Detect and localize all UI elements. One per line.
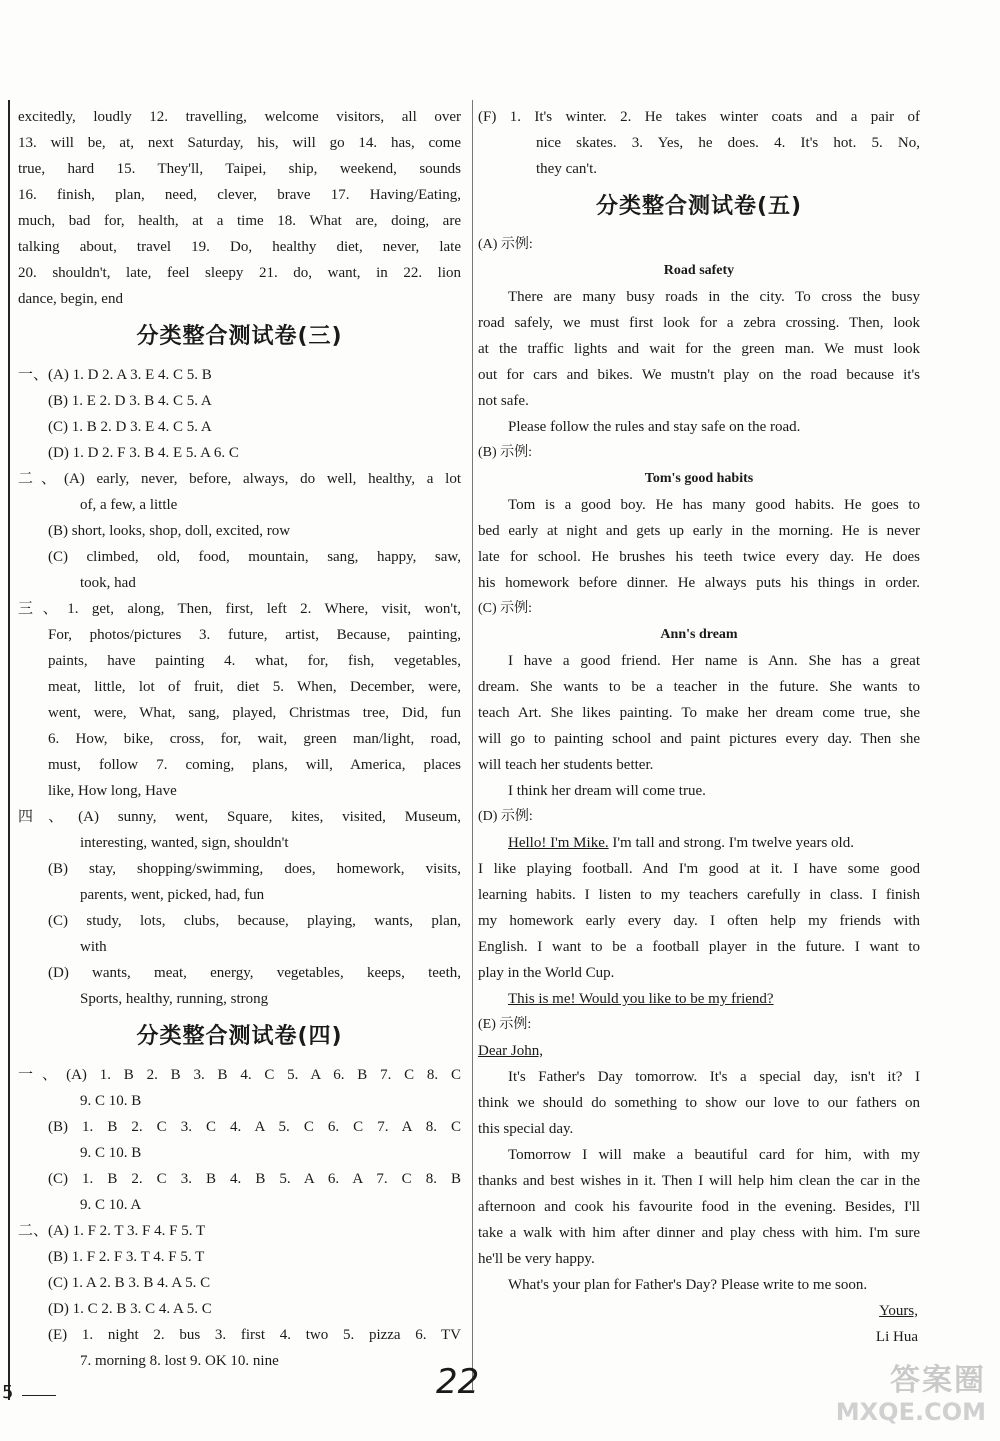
answer-line: meat, little, lot of fruit, diet 5. When, December, were, (48, 679, 461, 695)
essay-line: I have a good friend. Her name is Ann. She has a great (508, 653, 920, 669)
answer-line: 9. C 10. A (80, 1197, 142, 1213)
answer-line: must, follow 7. coming, plans, will, America, places (48, 757, 461, 773)
margin-rule (8, 100, 10, 1400)
letter-line: take a walk with him after dinner and play chess with him. I'm sure (478, 1225, 920, 1241)
answer-line: excitedly, loudly 12. travelling, welcome visitors, all over (18, 109, 461, 125)
essay-line: not safe. (478, 393, 529, 409)
answer-line: (C) climbed, old, food, mountain, sang, happy, saw, (48, 549, 461, 565)
essay-line: I think her dream will come true. (508, 783, 706, 799)
letter-line: It's Father's Day tomorrow. It's a special day, isn't it? I (508, 1069, 920, 1085)
sample-label: (B) 示例: (478, 445, 533, 460)
essay-line (478, 830, 920, 856)
essay-line (478, 986, 920, 1012)
answer-line: much, bad for, health, at a time 18. What are, doing, are (18, 213, 461, 229)
letter-line: What's your plan for Father's Day? Please write to me soon. (508, 1277, 868, 1293)
closing-text: Yours, (879, 1303, 918, 1319)
sample-label: (A) 示例: (478, 237, 533, 252)
letter-line: this special day. (478, 1121, 574, 1137)
answer-line: 一、(A) 1. D 2. A 3. E 4. C 5. B (18, 367, 212, 383)
letter-signature: Li Hua (875, 1329, 918, 1345)
letter-closing (478, 1298, 920, 1324)
answer-line: (B) stay, shopping/swimming, does, homework, visits, (48, 861, 461, 877)
answer-line: (F) 1. It's winter. 2. He takes winter coats and a pair of (478, 109, 920, 125)
watermark-url: MXQE.COM (835, 1398, 986, 1426)
answer-line: 13. will be, at, next Saturday, his, will go 14. has, come (18, 135, 461, 151)
letter-line: thanks and best wishes in it. Then I will help him clean the car in the (478, 1173, 920, 1189)
letter-line: he'll be very happy. (478, 1251, 595, 1267)
essay-line: bed early at night and gets up early in the morning. He is never (478, 523, 920, 539)
answer-line: 三、1. get, along, Then, first, left 2. Where, visit, won't, (18, 601, 461, 617)
answer-line: 四、(A) sunny, went, Square, kites, visited, Museum, (18, 809, 461, 825)
section-heading-4: 分类整合测试卷(四) (136, 1024, 343, 1049)
answer-line: talking about, travel 19. Do, healthy diet, never, late (18, 239, 461, 255)
answer-line: 二、(A) early, never, before, always, do well, healthy, a lot (18, 471, 461, 487)
essay-line: English. I want to be a football player in the future. I want to (478, 939, 920, 955)
opening-rest: I'm tall and strong. I'm twelve years old. (608, 835, 854, 851)
letter-line: Tomorrow I will make a beautiful card for him, with my (508, 1147, 920, 1163)
essay-line: learning habits. I listen to my teachers carefully in class. I finish (478, 887, 920, 903)
page-number-rule (22, 1395, 56, 1396)
underlined-opening: Hello! I'm Mike. (508, 835, 609, 851)
answer-line: (C) study, lots, clubs, because, playing, wants, plan, (48, 913, 461, 929)
section-heading-5: 分类整合测试卷(五) (595, 194, 803, 219)
answer-line: For, photos/pictures 3. future, artist, Because, painting, (48, 627, 461, 643)
answer-line: (D) 1. D 2. F 3. B 4. E 5. A 6. C (48, 445, 239, 461)
letter-greeting (478, 1038, 920, 1064)
right-column (478, 104, 920, 1350)
answer-line: (E) 1. night 2. bus 3. first 4. two 5. pizza 6. TV (48, 1327, 461, 1343)
essay-line: teach Art. She likes painting. To make her dream come true, she (478, 705, 920, 721)
answer-line: 7. morning 8. lost 9. OK 10. nine (80, 1353, 279, 1369)
answer-line: of, a few, a little (80, 497, 178, 513)
essay-line: out for cars and bikes. We mustn't play on the road because it's (478, 367, 920, 383)
answer-line: (D) wants, meat, energy, vegetables, keeps, teeth, (48, 965, 461, 981)
answer-line: interesting, wanted, sign, shouldn't (80, 835, 289, 851)
answer-line: dance, begin, end (18, 291, 123, 307)
answer-line: (C) 1. B 2. C 3. B 4. B 5. A 6. A 7. C 8. B (48, 1171, 461, 1187)
answer-line: went, were, What, sang, played, Christmas tree, Did, fun (48, 705, 461, 721)
essay-title: Ann's dream (660, 627, 738, 642)
essay-line: Tom is a good boy. He has many good habits. He goes to (508, 497, 920, 513)
answer-line: (D) 1. C 2. B 3. C 4. A 5. C (48, 1301, 212, 1317)
answer-line: (B) short, looks, shop, doll, excited, row (48, 523, 291, 539)
answer-line: (C) 1. B 2. D 3. E 4. C 5. A (48, 419, 212, 435)
answer-line: 一、(A) 1. B 2. B 3. B 4. C 5. A 6. B 7. C 8. C (18, 1067, 461, 1083)
sample-label: (E) 示例: (478, 1017, 532, 1032)
essay-line: will go to painting school and paint pictures every day. Then she (478, 731, 920, 747)
essay-line: my homework early every day. I often help my friends with (478, 913, 920, 929)
page-number: 5 (2, 1382, 14, 1403)
essay-line: I like playing football. And I'm good at it. I have some good (478, 861, 920, 877)
answer-line: like, How long, Have (48, 783, 177, 799)
letter-line: afternoon and cook his favourite food in the evening. Besides, I'll (478, 1199, 920, 1215)
essay-line: Please follow the rules and stay safe on the road. (508, 419, 801, 435)
answer-line: 20. shouldn't, late, feel sleepy 21. do, want, in 22. lion (18, 265, 461, 281)
section-heading-3: 分类整合测试卷(三) (136, 324, 343, 349)
answer-line: true, hard 15. They'll, Taipei, ship, weekend, sounds (18, 161, 461, 177)
answer-line: they can't. (536, 161, 598, 177)
answer-line: paints, have painting 4. what, for, fish, vegetables, (48, 653, 461, 669)
answer-line: 二、(A) 1. F 2. T 3. F 4. F 5. T (18, 1223, 206, 1239)
essay-title: Tom's good habits (644, 471, 754, 486)
essay-line: road safely, we must first look for a zebra crossing. Then, look (478, 315, 920, 331)
answer-line: 16. finish, plan, need, clever, brave 17. Having/Eating, (18, 187, 461, 203)
answer-line: Sports, healthy, running, strong (80, 991, 269, 1007)
answer-line: (C) 1. A 2. B 3. B 4. A 5. C (48, 1275, 211, 1291)
letter-line: think we should do something to show our love to our fathers on (478, 1095, 920, 1111)
answer-line: 9. C 10. B (80, 1145, 142, 1161)
essay-line: will teach her students better. (478, 757, 654, 773)
sample-label: (D) 示例: (478, 809, 533, 824)
left-column (18, 104, 461, 1374)
answer-line: parents, went, picked, had, fun (80, 887, 265, 903)
answer-line: with (80, 939, 107, 955)
answer-line: (B) 1. B 2. C 3. C 4. A 5. C 6. C 7. A 8. C (48, 1119, 461, 1135)
answer-line: 9. C 10. B (80, 1093, 142, 1109)
watermark-logo: 答案圈 (890, 1363, 986, 1398)
answer-line: (B) 1. F 2. F 3. T 4. F 5. T (48, 1249, 205, 1265)
sample-label: (C) 示例: (478, 601, 533, 616)
essay-line: There are many busy roads in the city. To cross the busy (508, 289, 920, 305)
essay-line: late for school. He brushes his teeth twice every day. He does (478, 549, 920, 565)
essay-line: his homework before dinner. He always puts his things in order. (478, 575, 920, 591)
answer-line: nice skates. 3. Yes, he does. 4. It's hot. 5. No, (536, 135, 920, 151)
essay-line: play in the World Cup. (478, 965, 615, 981)
essay-title: Road safety (663, 263, 735, 278)
answer-line: (B) 1. E 2. D 3. B 4. C 5. A (48, 393, 212, 409)
handwritten-number: 22 (436, 1362, 480, 1402)
essay-line: dream. She wants to be a teacher in the future. She wants to (478, 679, 920, 695)
answer-line: took, had (80, 575, 136, 591)
essay-line: at the traffic lights and wait for the green man. We must look (478, 341, 920, 357)
underlined-closing: This is me! Would you like to be my friend? (508, 991, 774, 1007)
answer-line: 6. How, bike, cross, for, wait, green man/light, road, (48, 731, 461, 747)
column-divider (472, 100, 473, 1390)
greeting-text: Dear John, (478, 1043, 543, 1059)
